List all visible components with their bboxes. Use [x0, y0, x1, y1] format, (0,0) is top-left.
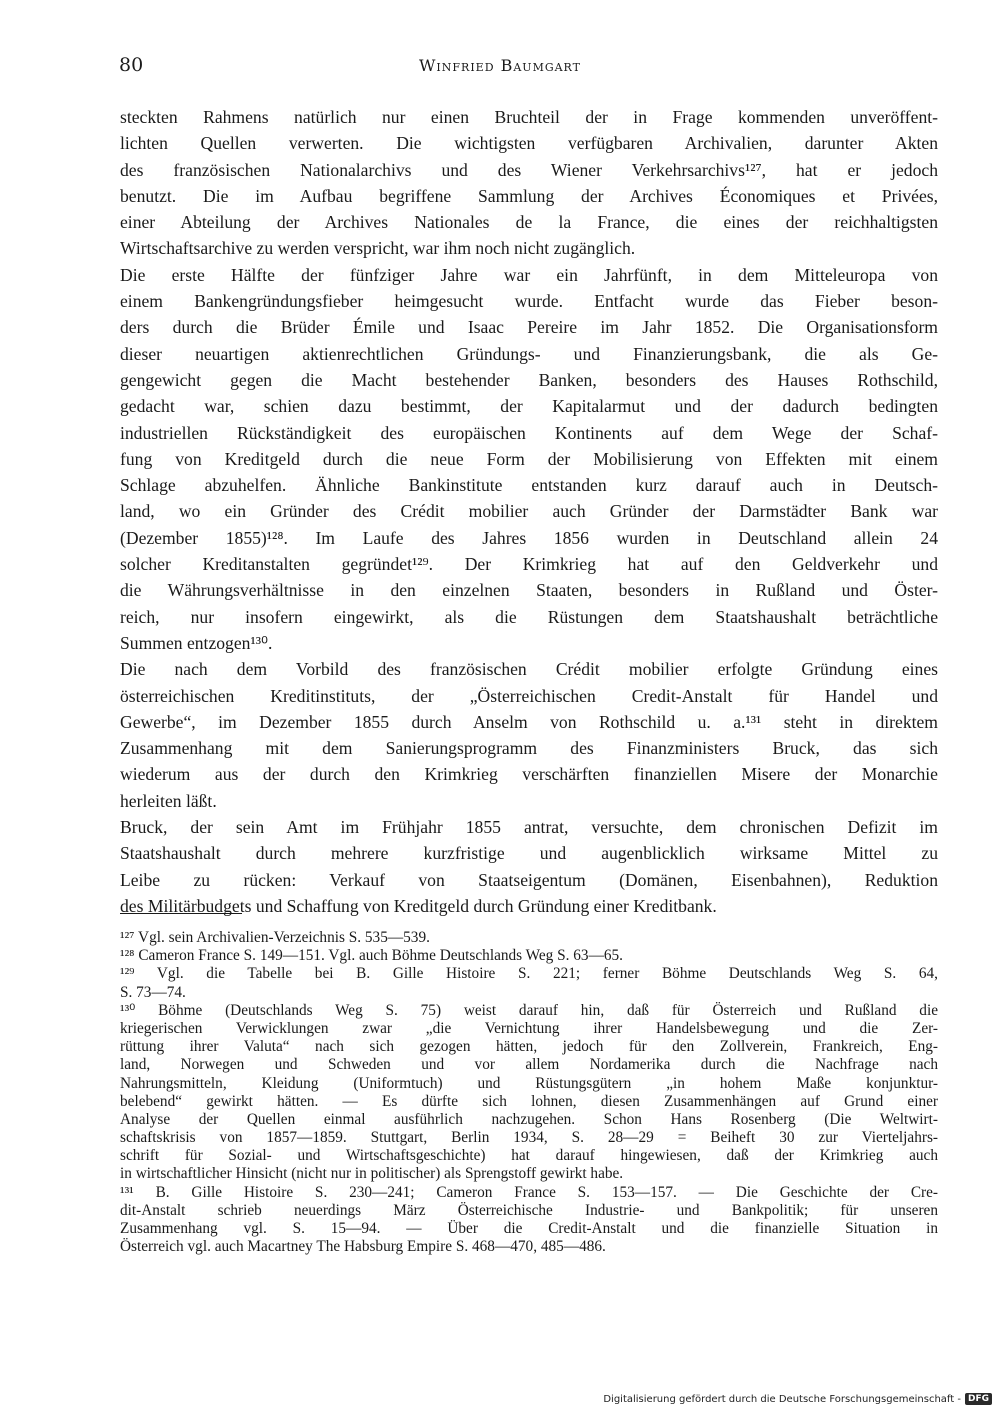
body-line: (Dezember 1855)¹²⁸. Im Laufe des Jahres 1856 wurden in Deutschland allein 24 [120, 527, 938, 548]
footnote-line: schrift für Sozial- und Wirtschaftsgeschichte) hat darauf hingewiesen, daß der Krimkrieg auch [120, 1147, 938, 1165]
body-line: solcher Kreditanstalten gegründet¹²⁹. Der Krimkrieg hat auf den Geldverkehr und [120, 554, 938, 575]
footnote-line: ¹²⁷ Vgl. sein Archivalien-Verzeichnis S. 535—539. [120, 929, 430, 946]
body-line: Staatshaushalt durch mehrere kurzfristige und augenblicklich wirksame Mittel zu [120, 843, 938, 864]
footnote-line: Nahrungsmitteln, Kleidung (Uniformtuch) und Rüstungsgütern „in hohem Maße konjunktur- [120, 1074, 938, 1092]
body-line: Leibe zu rücken: Verkauf von Staatseigentum (Domänen, Eisenbahnen), Reduktion [120, 869, 938, 890]
footnote-line: belebend“ gewirkt hätten. — Es dürfte sich lohnen, diesen Zusammenhängen auf Grund einer [120, 1092, 938, 1110]
footnote-line: ¹²⁸ Cameron France S. 149—151. Vgl. auch Böhme Deutschlands Weg S. 63—65. [120, 947, 623, 965]
running-head: Winfried Baumgart [418, 56, 581, 75]
footnote-line: kriegerischen Verwicklungen zwar „die Vernichtung ihrer Handelsbewegung und die Zer- [120, 1019, 938, 1037]
footnote-line: Zusammenhang vgl. S. 15—94. — Über die Credit-Anstalt und die finanzielle Situation in [120, 1220, 938, 1237]
footnote-line: in wirtschaftlicher Hinsicht (nicht nur in politischer) als Sprengstoff gewirkt habe. [120, 1165, 624, 1183]
footnote-line: ¹³¹ B. Gille Histoire S. 230—241; Cameron France S. 153—157. — Die Geschichte der Cre- [120, 1183, 938, 1201]
dfg-logo: DFG [965, 1393, 992, 1405]
footer-credit [603, 1393, 992, 1405]
footnote-line: S. 73—74. [120, 983, 186, 1001]
body-line: Gewerbe“, im Dezember 1855 durch Anselm von Rothschild u. a.¹³¹ steht in direktem [120, 711, 938, 732]
body-line: gengewicht gegen die Macht bestehender Banken, besonders des Hauses Rothschild, [120, 369, 938, 390]
body-line: dieser neuartigen aktienrechtlichen Gründungs- und Finanzierungsbank, die als Ge- [120, 343, 938, 364]
body-line: Summen entzogen¹³⁰. [120, 632, 273, 653]
footnote-line: Analyse der Quellen einmal ausführlich nachzugehen. Schon Hans Rosenberg (Die Weltwirt- [120, 1110, 938, 1128]
footer-credit-text: Digitalisierung gefördert durch die Deutsche Forschungsgemeinschaft - [603, 1393, 961, 1405]
body-line: benutzt. Die im Aufbau begriffene Sammlung der Archives Économiques et Privées, [120, 185, 938, 206]
body-text [120, 104, 938, 919]
footnote-line: schaftskrisis von 1857—1859. Stuttgart, Berlin 1934, S. 28—29 = Beiheft 30 zur Vierteljahrs- [120, 1129, 938, 1147]
body-line: Bruck, der sein Amt im Frühjahr 1855 antrat, versuchte, dem chronischen Defizit im [120, 817, 938, 838]
body-line: Schlage abzuhelfen. Ähnliche Bankinstitute entstanden kurz darauf auch in Deutsch- [120, 475, 938, 496]
footnote-line: rüttung ihrer Valuta“ nach sich gezogen hätten, jedoch für den Zollverein, Frankreich, Eng- [120, 1038, 938, 1056]
body-line: Zusammenhang mit dem Sanierungsprogramm des Finanzministers Bruck, das sich [120, 738, 938, 759]
body-line: Wirtschaftsarchive zu werden verspricht, war ihm noch nicht zugänglich. [120, 238, 636, 259]
footnote-line: land, Norwegen und Schweden und vor allem Nordamerika durch die Nachfrage nach [120, 1056, 938, 1074]
body-line: steckten Rahmens natürlich nur einen Bruchteil der in Frage kommenden unveröffent- [120, 107, 938, 127]
body-line: des Militärbudgets und Schaffung von Kreditgeld durch Gründung einer Kreditbank. [120, 895, 717, 916]
footnote-line: dit-Anstalt schrieb neuerdings März Österreichische Industrie- und Bankpolitik; für unseren [120, 1201, 938, 1219]
body-line: ders durch die Brüder Émile und Isaac Pereire im Jahr 1852. Die Organisationsform [120, 317, 938, 338]
body-line: fung von Kreditgeld durch die neue Form der Mobilisierung von Effekten mit einem [120, 448, 938, 469]
body-line: reich, nur insofern eingewirkt, als die Rüstungen dem Staatshaushalt beträchtliche [120, 606, 938, 627]
page-number: 80 [119, 54, 144, 76]
body-line: gedacht war, schien dazu bestimmt, der Kapitalarmut und der dadurch bedingten [120, 396, 938, 417]
body-line: industriellen Rückständigkeit des europäischen Kontinents auf dem Wege der Schaf- [120, 422, 938, 443]
body-line: Die erste Hälfte der fünfziger Jahre war ein Jahrfünft, in dem Mitteleuropa von [120, 264, 938, 285]
body-line: die Währungsverhältnisse in den einzelnen Staaten, besonders in Rußland und Öster- [120, 580, 938, 601]
body-line: lichten Quellen verwerten. Die wichtigsten verfügbaren Archivalien, darunter Akten [120, 133, 938, 154]
footnote-line: ¹³⁰ Böhme (Deutschlands Weg S. 75) weist darauf hin, daß für Österreich und Rußland die [120, 1001, 938, 1019]
body-line: wiederum aus der durch den Krimkrieg verschärften finanziellen Misere der Monarchie [120, 764, 938, 785]
footnote-rule [120, 913, 242, 914]
body-line: österreichischen Kreditinstituts, der „Österreichischen Credit-Anstalt für Handel und [120, 685, 938, 706]
body-line: land, wo ein Gründer des Crédit mobilier auch Gründer der Darmstädter Bank war [120, 501, 938, 522]
body-line: herleiten läßt. [120, 790, 217, 811]
body-line: einer Abteilung der Archives Nationales de la France, die eines der reichhaltigsten [120, 212, 938, 233]
body-line: einem Bankengründungsfieber heimgesucht wurde. Entfacht wurde das Fieber beson- [120, 291, 938, 312]
body-line: Die nach dem Vorbild des französischen Crédit mobilier erfolgte Gründung eines [120, 659, 938, 680]
footnote-line: Österreich vgl. auch Macartney The Habsburg Empire S. 468—470, 485—486. [120, 1238, 606, 1256]
footnotes [120, 929, 938, 1256]
footnote-line: ¹²⁹ Vgl. die Tabelle bei B. Gille Histoire S. 221; ferner Böhme Deutschlands Weg S. 64, [120, 965, 938, 983]
body-line: des französischen Nationalarchivs und des Wiener Verkehrsarchivs¹²⁷, hat er jedoch [120, 159, 938, 180]
